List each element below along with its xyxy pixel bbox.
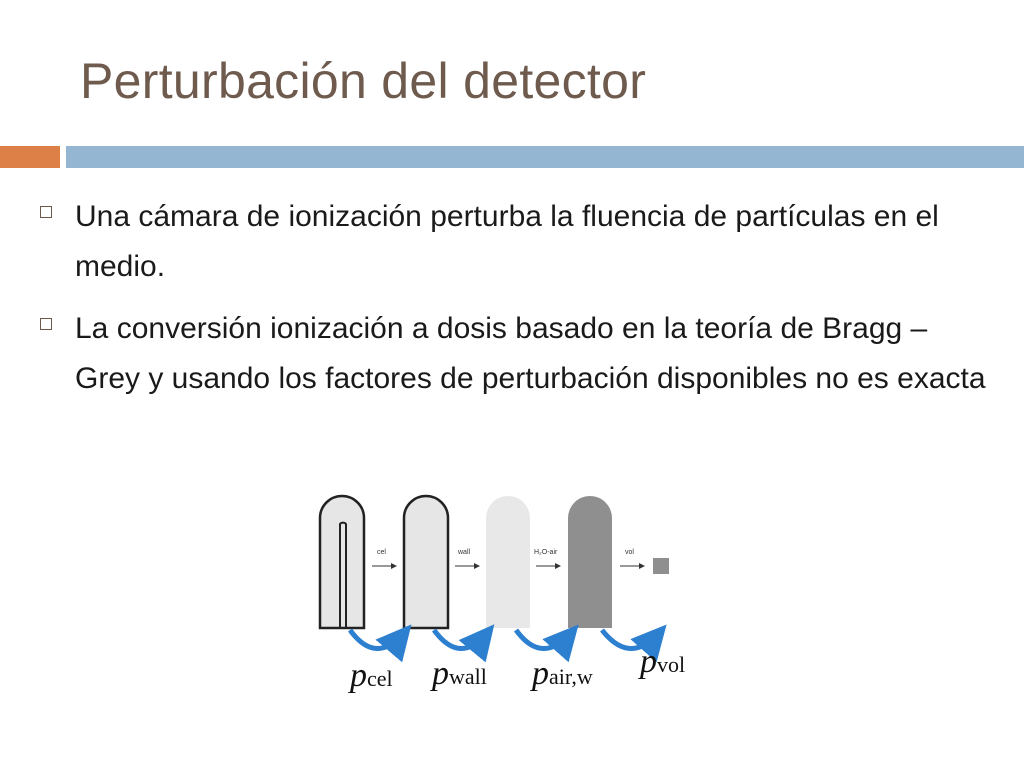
slide-title: Perturbación del detector — [80, 53, 647, 109]
factor-p-cel: pcel — [350, 657, 393, 693]
chamber-air-cavity — [486, 496, 530, 628]
arrow-label-wall: wall — [458, 549, 471, 556]
square-bullet-icon — [40, 318, 52, 330]
point-volume — [653, 558, 669, 574]
arrow-label-h2o-air: H₂O-air — [534, 549, 558, 556]
chamber-water — [568, 496, 612, 628]
arrow-label-cel: cel — [377, 549, 386, 556]
bullet-list — [40, 192, 1000, 416]
factor-p-vol: pvol — [640, 643, 686, 680]
factor-p-wall: pwall — [432, 655, 487, 692]
transition-curve-arrow — [350, 630, 405, 649]
transition-curve-arrow — [434, 630, 488, 649]
chamber-with-electrode — [320, 496, 364, 628]
arrow-label-vol: vol — [625, 549, 634, 556]
transition-curve-arrow — [516, 630, 572, 649]
chamber-wall — [404, 496, 448, 628]
accent-bar-blue — [66, 146, 1024, 168]
bullet-text: Una cámara de ionización perturba la fluencia de partículas en el medio. — [75, 200, 939, 283]
square-bullet-icon — [40, 206, 52, 218]
bullet-item — [40, 192, 1000, 292]
accent-bar-orange — [0, 146, 60, 168]
bullet-item — [40, 304, 1000, 404]
factor-p-air-w: pair,w — [532, 655, 593, 692]
perturbation-diagram — [310, 488, 710, 693]
bullet-text: La conversión ionización a dosis basado en la teoría de Bragg – Grey y usando los factores de perturbación disponibles no es exacta — [75, 312, 986, 395]
